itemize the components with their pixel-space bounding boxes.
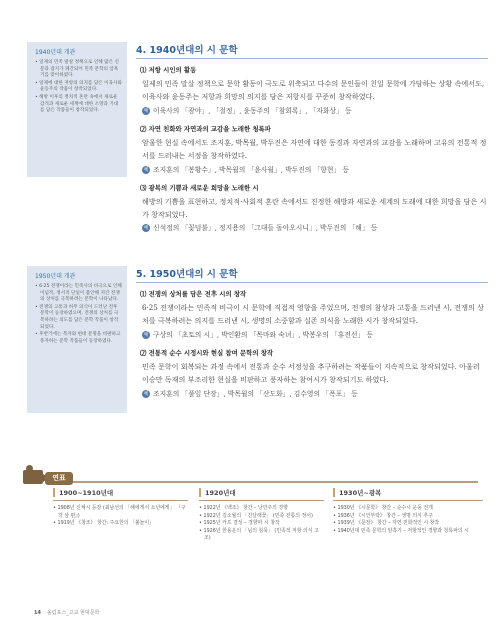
timeline-period: 1920년대	[199, 488, 324, 497]
sidebar-title: 1950년대 개관	[35, 273, 76, 280]
example-text: 조지훈의 「풀잎 단장」, 박목월의 「산도화」, 김수영의 「폭포」 등	[153, 389, 358, 398]
timeline-item: • 1936년 《시인부락》 창간 – 생명 의식 추구	[333, 513, 483, 521]
timeline-period: 1900~1910년대	[53, 488, 188, 497]
example-line	[142, 106, 488, 117]
subsection-text: 6·25 전쟁이라는 민족적 비극이 시 문학에 직접적 영향을 주었으며, 전쟁의 참상과 고통을 드러낸 시, 전쟁의 상처를 극복하려는 의지를 드러낸 시, 생명의 소중함과 실존 의식을 노래한 시가 창작되었다.	[142, 303, 484, 326]
timeline-item: • 1926년 한용운의 「님의 침묵」 (민족적 저항 의식 고조)	[199, 528, 324, 543]
sidebar-item: • 해방 이후의 정치적 혼란 속에서 새로운 감격과 새로운 세계에 대한 소망과 기대를 담은 작품들이 창작되었다.	[35, 94, 119, 114]
divider	[199, 500, 324, 501]
page-number: 14	[34, 610, 41, 616]
sidebar-item: • 6·25 전쟁이라는 민족사의 비극으로 인해 이념적, 정서적 단일이 불안해 져간 전쟁의 상처를 극복하려는 문학이 나타났다.	[35, 284, 122, 303]
timeline-item: • 1930년 《시문학》 창간 – 순수시 운동 전개	[333, 505, 483, 513]
page-footer	[34, 609, 99, 616]
sidebar-overview-1940s	[27, 42, 127, 177]
timeline-column	[199, 488, 324, 543]
timeline-item: • 1908년 신체시 등장 (최남선의 「해에게서 소년에게」 『구작 삼 편』)	[53, 505, 188, 520]
example-icon: 예	[143, 225, 149, 232]
subsection-title: ⑵ 전통적 순수 시정시와 현실 참여 문학의 창작	[140, 348, 274, 357]
timeline-item: • 1919년 《창조》 창간: 주요한의 「불놀이」	[53, 520, 188, 528]
subsection-title: ⑵ 자연 친화와 자연과의 교감을 노래한 청록파	[140, 124, 271, 133]
sidebar-item: • 일제의 민족 말살 정책으로 인해 많은 신문과 잡지가 폐간되어 민족 문학의 암흑기를 맞이하였다.	[35, 60, 119, 79]
timeline-item: • 1922년 《백조》 창간 – 낭만주의 경향	[199, 505, 324, 513]
timeline-badge: 연표	[45, 472, 73, 485]
section-1950s	[136, 266, 488, 407]
timeline-period: 1930년~광복	[333, 488, 483, 497]
example-icon: 예	[143, 166, 149, 173]
section-title: 5. 1950년대의 시 문학	[136, 266, 488, 283]
sidebar-item: • 후반기에는 복자와 현대 문명을 비판하고 풍자하는 문학 작품들이 등장하였다.	[35, 332, 121, 344]
example-line	[142, 223, 488, 234]
film-camera-icon	[23, 470, 43, 484]
subsection-title: ⑴ 전쟁의 상처를 담은 전후 시의 창작	[140, 290, 247, 298]
section-1940s	[136, 42, 488, 241]
timeline-column	[53, 488, 188, 528]
example-text: 조지훈의 「봉황수」, 박목월의 「윤사월」, 박두진의 「향현」 등	[153, 165, 349, 174]
divider	[53, 500, 188, 501]
subsection-title: ⑶ 광복의 기쁨과 새로운 희망을 노래한 시	[140, 183, 259, 192]
example-icon: 예	[143, 107, 149, 114]
subsection-text: 해방의 기쁨을 표현하고, 정치적·사회적 혼란 속에서도 진정한 해방과 새로운 세계의 도래에 대한 희망을 담은 시가 창작되었다.	[142, 196, 487, 220]
sidebar-body	[35, 60, 122, 115]
sidebar-item: • 전쟁의 고통과 허무 의식이 드러난 전후 문학이 등장하였으며, 전쟁의 상처를 극복하려는 의도를 담은 문학 작품이 창작되었다.	[35, 304, 119, 330]
example-line	[142, 330, 488, 341]
timeline-item: • 1939년 《문장》 창간 – 자연 친화적인 시 창작	[333, 520, 483, 528]
subsection-text: 암울한 현실 속에서도 조지훈, 박목월, 박두진은 자연에 대한 동경과 자연과의 교감을 노래하며 고유의 전통적 정서를 드러내는 서정을 창작하였다.	[142, 137, 487, 161]
subsection-title: ⑴ 저항 시인의 활동	[140, 66, 197, 74]
example-text: 이육사의 「광야」, 「절정」, 윤동주의 「참회록」, 「자화상」 등	[153, 106, 352, 115]
example-icon: 예	[143, 390, 149, 397]
example-icon: 예	[143, 331, 149, 338]
example-line	[142, 165, 488, 176]
example-text: 구상의 「초토의 시」, 박인환의 「목마와 숙녀」, 박봉우의 「휴전선」 등	[153, 330, 373, 339]
example-line	[142, 389, 488, 400]
sidebar-body	[35, 284, 122, 345]
subsection-text: 일제의 민족 말살 정책으로 문학 활동이 극도로 위축되고 다수의 문인들이 친일 문학에 가담하는 상황 속에서도, 이육사와 윤동주는 저항과 희망의 의지를 담은 저항시를 꾸준히 창작하였다.	[142, 79, 485, 102]
sidebar-overview-1950s	[27, 266, 127, 413]
sidebar-title: 1940년대 개관	[35, 49, 76, 56]
section-title: 4. 1940년대의 시 문학	[136, 42, 488, 59]
book-title: 올림포스_고교 현대문학	[46, 610, 100, 616]
timeline-column	[333, 488, 483, 535]
divider	[333, 500, 483, 501]
sidebar-item: • 일제에 대한 저항의 의지를 담은 이육사와 윤동주의 작품이 창작되었다.	[35, 80, 122, 93]
timeline-item: • 1940년대 민족 문학의 암흑기 – 저항적인 경향과 청록파의 시	[333, 528, 483, 536]
timeline-item: • 1925년 카프 결성 – 경향파 시 창작	[199, 520, 324, 528]
subsection-text: 민족 문학이 회복되는 과정 속에서 전통과 순수 서정성을 추구하려는 작품들이 지속적으로 창작되었다. 아울러 이승만 독재의 부조리한 현실을 비판하고 풍자하는 참여시가 창작되기도 하였다.	[142, 361, 480, 385]
timeline-rule	[67, 481, 478, 483]
example-text: 신석정의 「꽃덤불」, 정지용의 「그대들 돌아오시니」, 박두진의 「해」 등	[153, 224, 378, 233]
timeline	[27, 460, 488, 620]
timeline-item: • 1922년 김소월의 「진달래꽃」 (민족 전통의 정서)	[199, 513, 324, 521]
